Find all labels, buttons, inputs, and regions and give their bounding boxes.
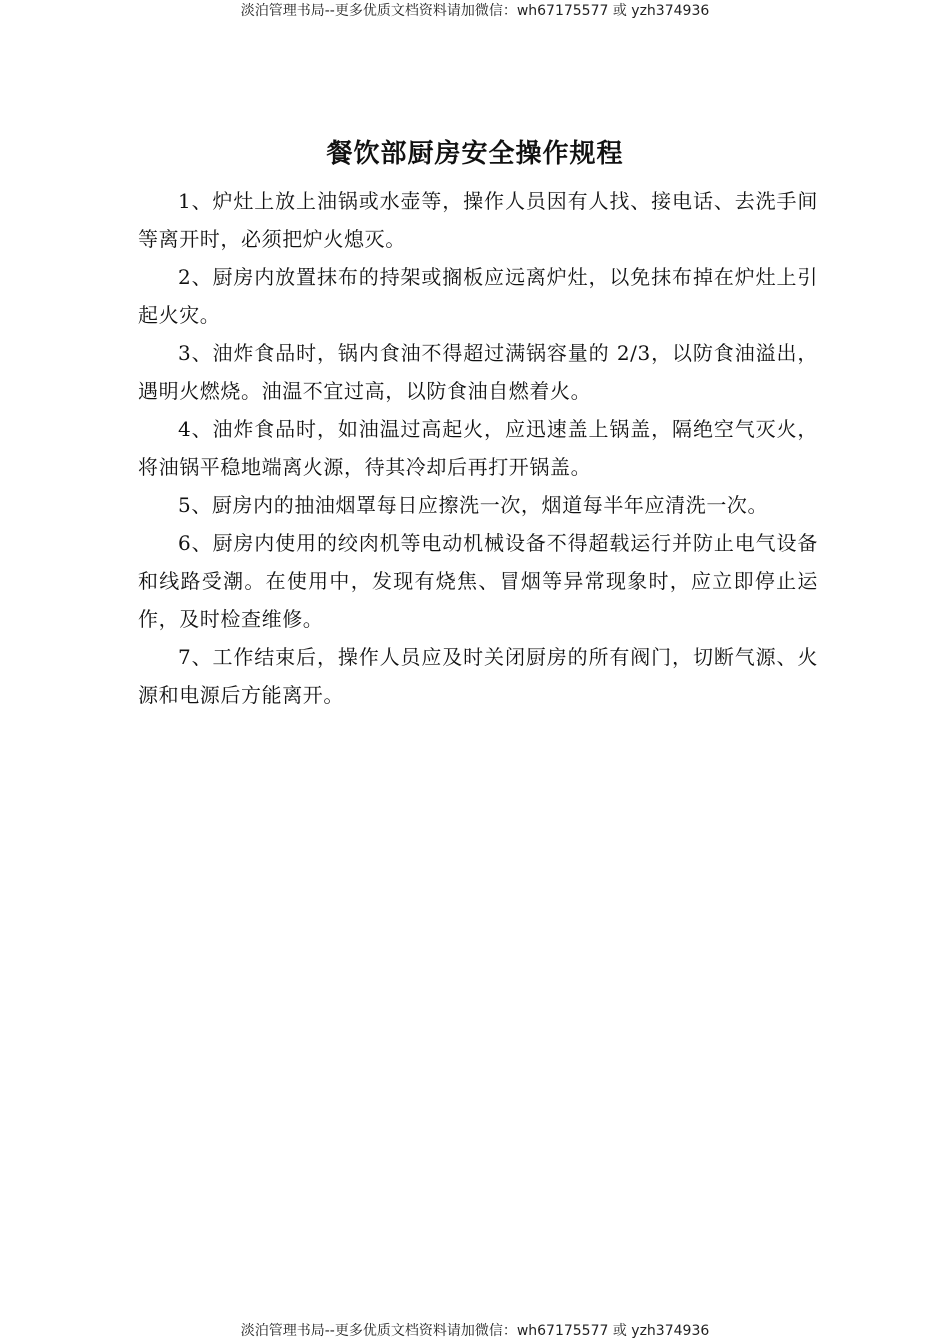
clause-5: 5、厨房内的抽油烟罩每日应擦洗一次，烟道每半年应清洗一次。 xyxy=(178,493,769,517)
page-header: 淡泊管理书局--更多优质文档资料请加微信：wh67175577 或 yzh374936 xyxy=(240,3,710,19)
clause-6: 6、厨房内使用的绞肉机等电动机械设备不得超载运行并防止电气设备和线路受潮。在使用中，发现有烧焦、冒烟等异常现象时，应立即停止运作，及时检查维修。 xyxy=(138,531,818,631)
clause-7: 7、工作结束后，操作人员应及时关闭厨房的所有阀门，切断气源、火源和电源后方能离开。 xyxy=(138,645,818,707)
clause-1: 1、炉灶上放上油锅或水壶等，操作人员因有人找、接电话、去洗手间等离开时，必须把炉火熄灭。 xyxy=(138,189,818,251)
document-title: 餐饮部厨房安全操作规程 xyxy=(326,139,624,169)
page-footer: 淡泊管理书局--更多优质文档资料请加微信：wh67175577 或 yzh374936 xyxy=(240,1323,710,1339)
clause-2: 2、厨房内放置抹布的持架或搁板应远离炉灶，以免抹布掉在炉灶上引起火灾。 xyxy=(138,265,818,327)
clause-4: 4、油炸食品时，如油温过高起火，应迅速盖上锅盖，隔绝空气灭火，将油锅平稳地端离火源，待其冷却后再打开锅盖。 xyxy=(138,417,818,479)
clause-3: 3、油炸食品时，锅内食油不得超过满锅容量的 2/3，以防食油溢出，遇明火燃烧。油温不宜过高，以防食油自燃着火。 xyxy=(138,341,818,403)
document-body xyxy=(138,182,818,714)
